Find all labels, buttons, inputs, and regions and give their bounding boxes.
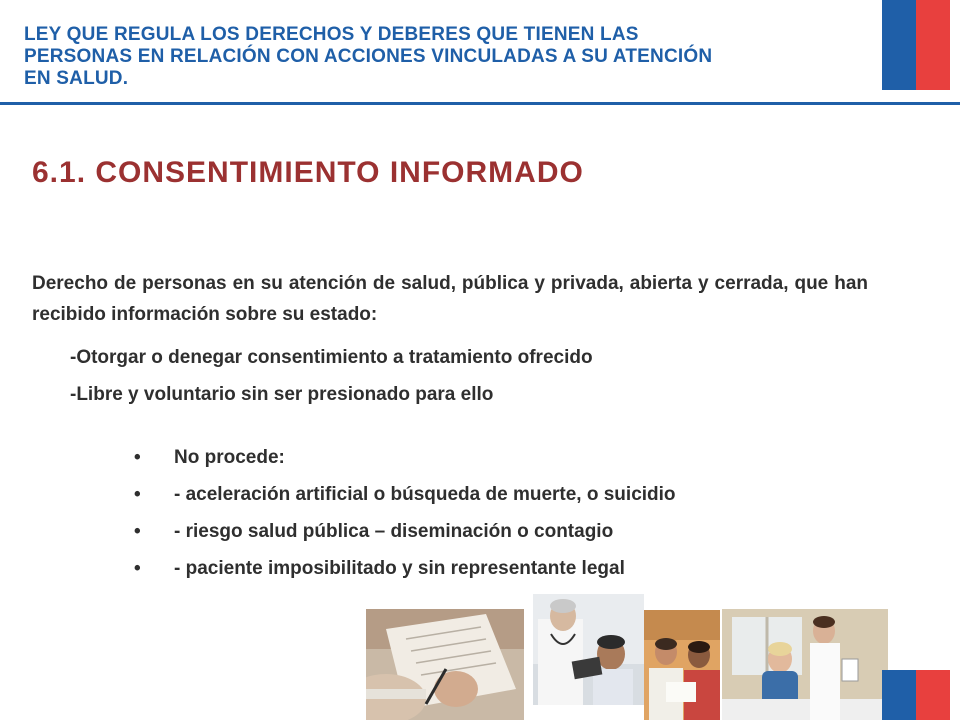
bullet-icon: • xyxy=(134,521,141,542)
photo-doctor-consultation xyxy=(722,609,888,720)
dash-list xyxy=(70,342,593,416)
dash-item: -Otorgar o denegar consentimiento a tratamiento ofrecido xyxy=(70,347,593,368)
photo-doctor-patient xyxy=(533,594,644,705)
bullet-text: - paciente imposibilitado y sin representante legal xyxy=(174,558,625,579)
dash-item: -Libre y voluntario sin ser presionado para ello xyxy=(70,384,494,405)
flag-logo-top xyxy=(882,0,950,90)
bullet-text: - riesgo salud pública – diseminación o contagio xyxy=(174,521,614,542)
bullet-item xyxy=(134,442,676,479)
bullet-icon: • xyxy=(134,484,141,505)
photo-signing-form xyxy=(366,609,524,720)
bullet-item xyxy=(134,516,676,553)
flag-logo-bottom xyxy=(882,670,950,720)
body-paragraph: Derecho de personas en su atención de salud, pública y privada, abierta y cerrada, que han recibido información sobre su estado: xyxy=(32,273,868,325)
bullet-list xyxy=(134,442,676,590)
bullet-text: No procede: xyxy=(174,447,285,468)
section-title: 6.1. CONSENTIMIENTO INFORMADO xyxy=(32,156,584,189)
header-title: LEY QUE REGULA LOS DERECHOS Y DEBERES QUE TIENEN LAS PERSONAS EN RELACIÓN CON ACCIONES VINCULADAS A SU ATENCIÓN EN SALUD. xyxy=(24,24,713,89)
bullet-icon: • xyxy=(134,447,141,468)
bullet-text: - aceleración artificial o búsqueda de muerte, o suicidio xyxy=(174,484,676,505)
bullet-item xyxy=(134,479,676,516)
photo-women-reading xyxy=(644,610,720,720)
bullet-item xyxy=(134,553,676,590)
bullet-icon: • xyxy=(134,558,141,579)
header-rule xyxy=(0,102,960,105)
